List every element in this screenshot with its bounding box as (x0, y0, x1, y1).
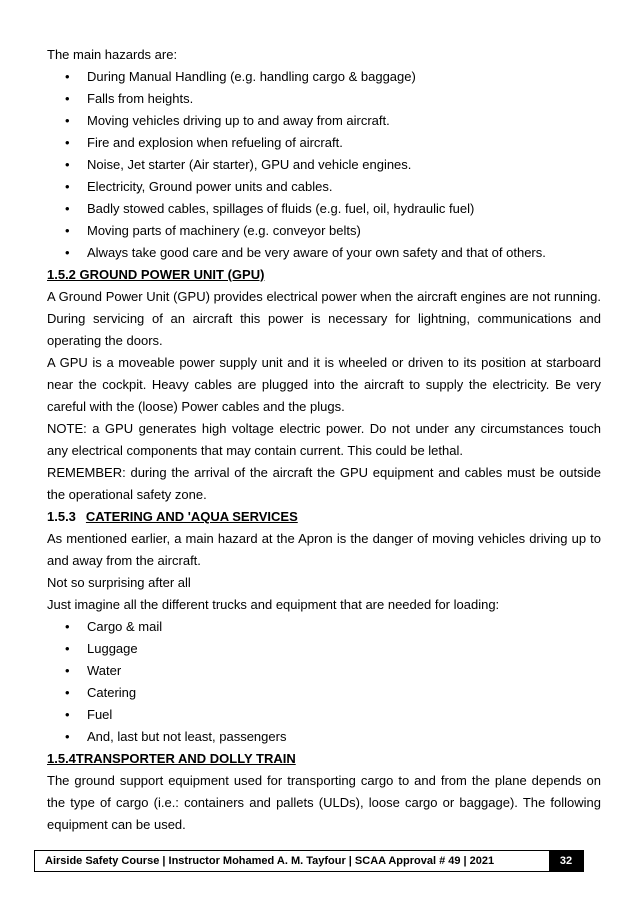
bullet-icon: • (65, 179, 70, 194)
loading-list (47, 616, 601, 748)
list-item: • Badly stowed cables, spillages of fluids (e.g. fuel, oil, hydraulic fuel) (47, 198, 601, 220)
hazards-list (47, 66, 601, 264)
bullet-icon: • (65, 135, 70, 150)
gpu-remember: REMEMBER: during the arrival of the aircraft the GPU equipment and cables must be outside the operational safety zone. (47, 465, 601, 502)
gpu-paragraph-2: A GPU is a moveable power supply unit and it is wheeled or driven to its position at starboard near the cockpit. Heavy cables are plugged into the aircraft to supply the electricity. Be very careful with the (loose) Power cables and the plugs. (47, 355, 601, 414)
catering-heading (47, 506, 601, 528)
bullet-icon: • (65, 157, 70, 172)
gpu-heading: 1.5.2 GROUND POWER UNIT (GPU) (47, 267, 265, 282)
page-footer (34, 850, 584, 872)
bullet-icon: • (65, 663, 70, 678)
bullet-icon: • (65, 113, 70, 128)
list-item: • Falls from heights. (47, 88, 601, 110)
bullet-icon: • (65, 201, 70, 216)
catering-number: 1.5.3 (47, 509, 76, 524)
hazards-intro: The main hazards are: (47, 47, 178, 62)
list-item: • Water (47, 660, 601, 682)
bullet-icon: • (65, 245, 70, 260)
catering-line-3: Just imagine all the different trucks and equipment that are needed for loading: (47, 597, 500, 612)
gpu-paragraph-1: A Ground Power Unit (GPU) provides electrical power when the aircraft engines are not running. During servicing of an aircraft this power is necessary for lightning, communications and operating the doors. (47, 289, 601, 348)
list-item: • Noise, Jet starter (Air starter), GPU and vehicle engines. (47, 154, 601, 176)
list-item: • Luggage (47, 638, 601, 660)
list-item: • Fuel (47, 704, 601, 726)
bullet-icon: • (65, 707, 70, 722)
gpu-note: NOTE: a GPU generates high voltage electric power. Do not under any circumstances touch any electrical components that may contain current. This could be lethal. (47, 421, 601, 458)
bullet-icon: • (65, 223, 70, 238)
transporter-heading: 1.5.4TRANSPORTER AND DOLLY TRAIN (47, 751, 296, 766)
list-item: • Catering (47, 682, 601, 704)
bullet-icon: • (65, 619, 70, 634)
bullet-icon: • (65, 69, 70, 84)
list-item: • Fire and explosion when refueling of aircraft. (47, 132, 601, 154)
page-number: 32 (549, 851, 583, 871)
bullet-icon: • (65, 685, 70, 700)
document-page (47, 44, 601, 836)
list-item: • Electricity, Ground power units and cables. (47, 176, 601, 198)
footer-text: Airside Safety Course | Instructor Mohamed A. M. Tayfour | SCAA Approval # 49 | 2021 (45, 855, 495, 867)
bullet-icon: • (65, 91, 70, 106)
catering-title: CATERING AND 'AQUA SERVICES (85, 509, 298, 524)
catering-line-2: Not so surprising after all (47, 575, 191, 590)
list-item: • Always take good care and be very aware of your own safety and that of others. (47, 242, 601, 264)
list-item: • Moving parts of machinery (e.g. conveyor belts) (47, 220, 601, 242)
bullet-icon: • (65, 729, 70, 744)
list-item: • During Manual Handling (e.g. handling cargo & baggage) (47, 66, 601, 88)
list-item: • And, last but not least, passengers (47, 726, 601, 748)
catering-paragraph-1: As mentioned earlier, a main hazard at the Apron is the danger of moving vehicles driving up to and away from the aircraft. (47, 531, 601, 568)
list-item: • Moving vehicles driving up to and away from aircraft. (47, 110, 601, 132)
transporter-paragraph-1: The ground support equipment used for transporting cargo to and from the plane depends on the type of cargo (i.e.: containers and pallets (ULDs), loose cargo or baggage). The following equipment can be used. (47, 773, 601, 832)
bullet-icon: • (65, 641, 70, 656)
list-item: • Cargo & mail (47, 616, 601, 638)
